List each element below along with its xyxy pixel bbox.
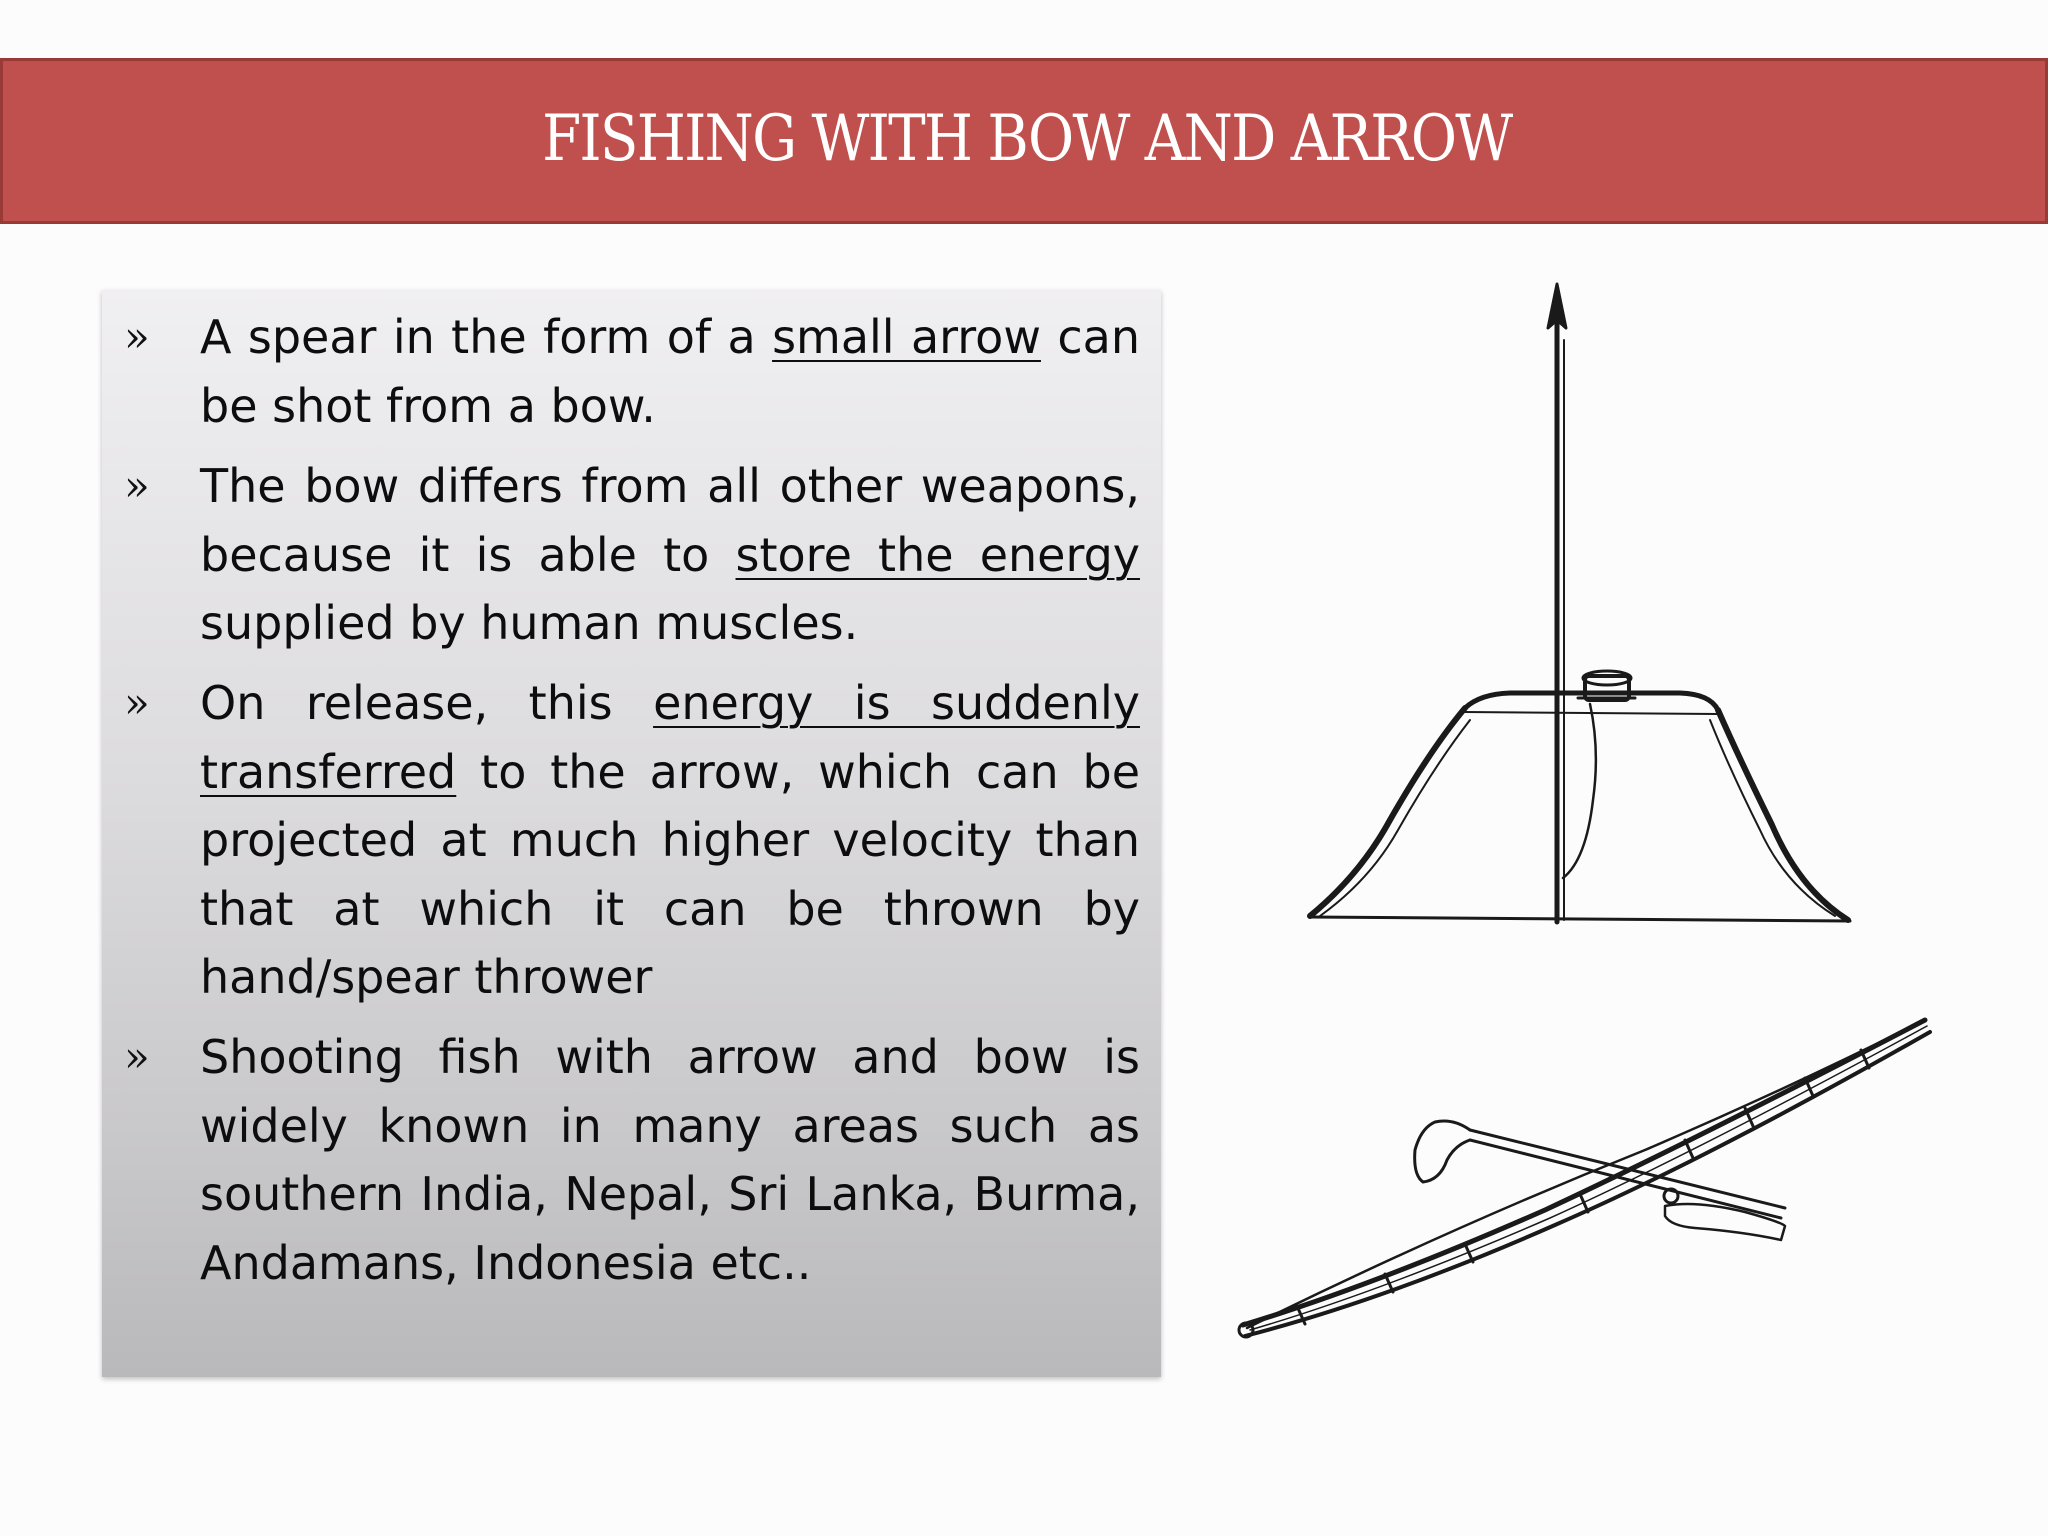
bullet-text-part: Shooting fish with arrow and bow is widely known in many areas such as southern India, Nepal, Sri Lanka, Burma, Andamans, Indonesia etc.. [200, 1030, 1140, 1290]
bow-with-reel-svg [1260, 280, 1880, 940]
bow-with-reel-drawing [1260, 280, 1880, 940]
bullet-marker: » [124, 312, 150, 361]
bullet-text-part: supplied by human muscles. [200, 596, 859, 650]
bullet-text [200, 303, 1140, 440]
bullet-text [200, 1023, 1140, 1297]
bullet-text-part: can be shot from a bow. [200, 310, 1140, 433]
bullet-marker: » [124, 1032, 150, 1081]
crossbow-svg [1225, 1000, 1945, 1350]
bullet-text-underlined: store the energy [735, 527, 1140, 582]
bullet-text [200, 669, 1140, 1012]
title-band [0, 58, 2048, 224]
bullet-marker: » [124, 678, 150, 727]
slide-title: FISHING WITH BOW AND ARROW [542, 102, 1512, 176]
bullet-text-part: On release, this [200, 676, 654, 730]
crossbow-drawing [1225, 1000, 1945, 1350]
bullet-text [200, 452, 1140, 658]
bullet-marker: » [124, 461, 150, 510]
text-box [102, 290, 1161, 1377]
bullet-text-part: to the arrow, which can be projected at much higher velocity than that at which it can be thrown by hand/spear thrower [200, 744, 1140, 1004]
bullet-text-part: The bow differs from all other weapons, because it is able to [200, 459, 1140, 582]
bullet-text-underlined: small arrow [772, 310, 1041, 364]
bullet-text-part: A spear in the form of a [200, 310, 773, 364]
bullet-text-underlined: energy is suddenly transferred [200, 676, 1140, 799]
